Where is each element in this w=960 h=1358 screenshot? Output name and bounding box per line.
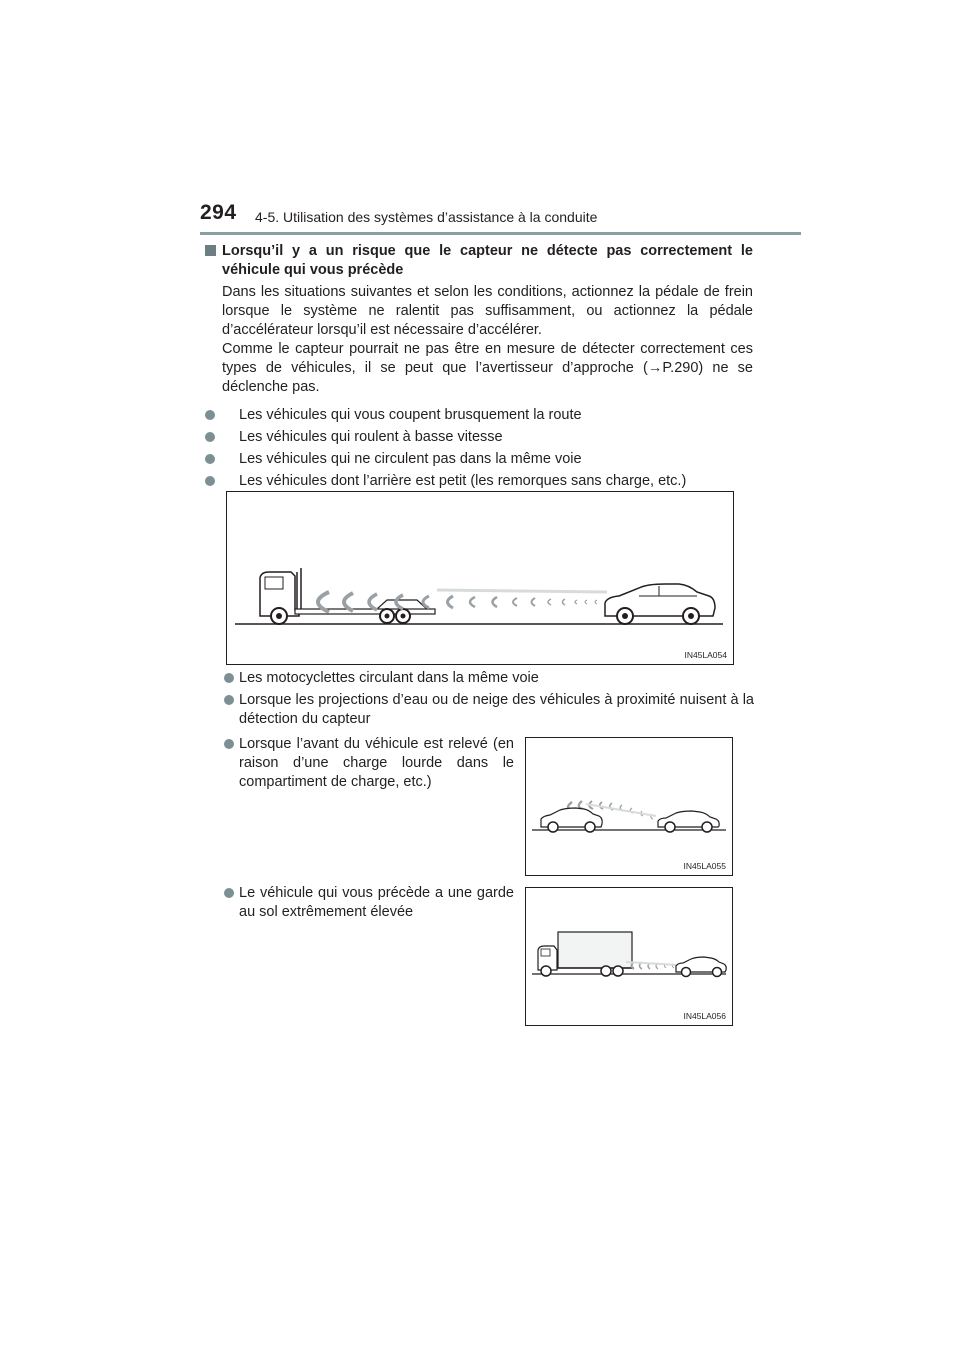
- main-content: [205, 242, 753, 491]
- header-rule: [200, 232, 801, 235]
- tall-truck-scene-icon: [526, 888, 732, 1025]
- figure-code: IN45LA055: [683, 861, 726, 871]
- section-heading-text: Lorsqu’il y a un risque que le capteur ne détecte pas correctement le véhicule qui vous précède: [222, 243, 753, 278]
- section-heading: [205, 242, 753, 280]
- round-bullet-icon: [205, 476, 215, 486]
- middle-list: [224, 669, 754, 729]
- chapter-title: 4-5. Utilisation des systèmes d’assistance à la conduite: [255, 209, 598, 225]
- round-bullet-icon: [205, 432, 215, 442]
- paragraph-1: Dans les situations suivantes et selon les conditions, actionnez la pédale de frein lorsque le système ne ralentit pas suffisamment, ou actionnez la pédale d’accélérateur lorsqu’il est nécessaire d’accélérer.: [222, 284, 753, 338]
- page-number: 294: [200, 201, 237, 224]
- list-item: Les véhicules qui vous coupent brusquement la route: [205, 406, 753, 425]
- figure-trailer-illustration: [226, 491, 734, 665]
- list-item: Les véhicules qui roulent à basse vitesse: [205, 428, 753, 447]
- list-item: Les motocyclettes circulant dans la même voie: [224, 669, 754, 688]
- round-bullet-icon: [205, 454, 215, 464]
- list-item: Les véhicules dont l’arrière est petit (les remorques sans charge, etc.): [205, 472, 753, 491]
- trailer-scene-icon: [227, 492, 733, 664]
- list-item: Lorsque les projections d’eau ou de neige des véhicules à proximité nuisent à la détection du capteur: [224, 691, 754, 729]
- list-item: Lorsque l’avant du véhicule est relevé (en raison d’une charge lourde dans le compartiment de charge, etc.): [224, 735, 514, 792]
- round-bullet-icon: [224, 888, 234, 898]
- figure-code: IN45LA054: [684, 650, 727, 660]
- paragraph-2: Comme le capteur pourrait ne pas être en mesure de détecter correctement ces types de véhicules, il se peut que l’avertisseur d’approche (→P.290) ne se déclenche pas.: [222, 341, 753, 395]
- round-bullet-icon: [224, 695, 234, 705]
- figure-code: IN45LA056: [683, 1011, 726, 1021]
- round-bullet-icon: [224, 739, 234, 749]
- figure-high-clearance-illustration: [525, 887, 733, 1026]
- two-cars-scene-icon: [526, 738, 732, 875]
- round-bullet-icon: [205, 410, 215, 420]
- figure-raised-front-illustration: [525, 737, 733, 876]
- round-bullet-icon: [224, 673, 234, 683]
- square-bullet-icon: [205, 245, 216, 256]
- list-item: Le véhicule qui vous précède a une garde au sol extrêmement élevée: [224, 884, 514, 922]
- list-item: Les véhicules qui ne circulent pas dans la même voie: [205, 450, 753, 469]
